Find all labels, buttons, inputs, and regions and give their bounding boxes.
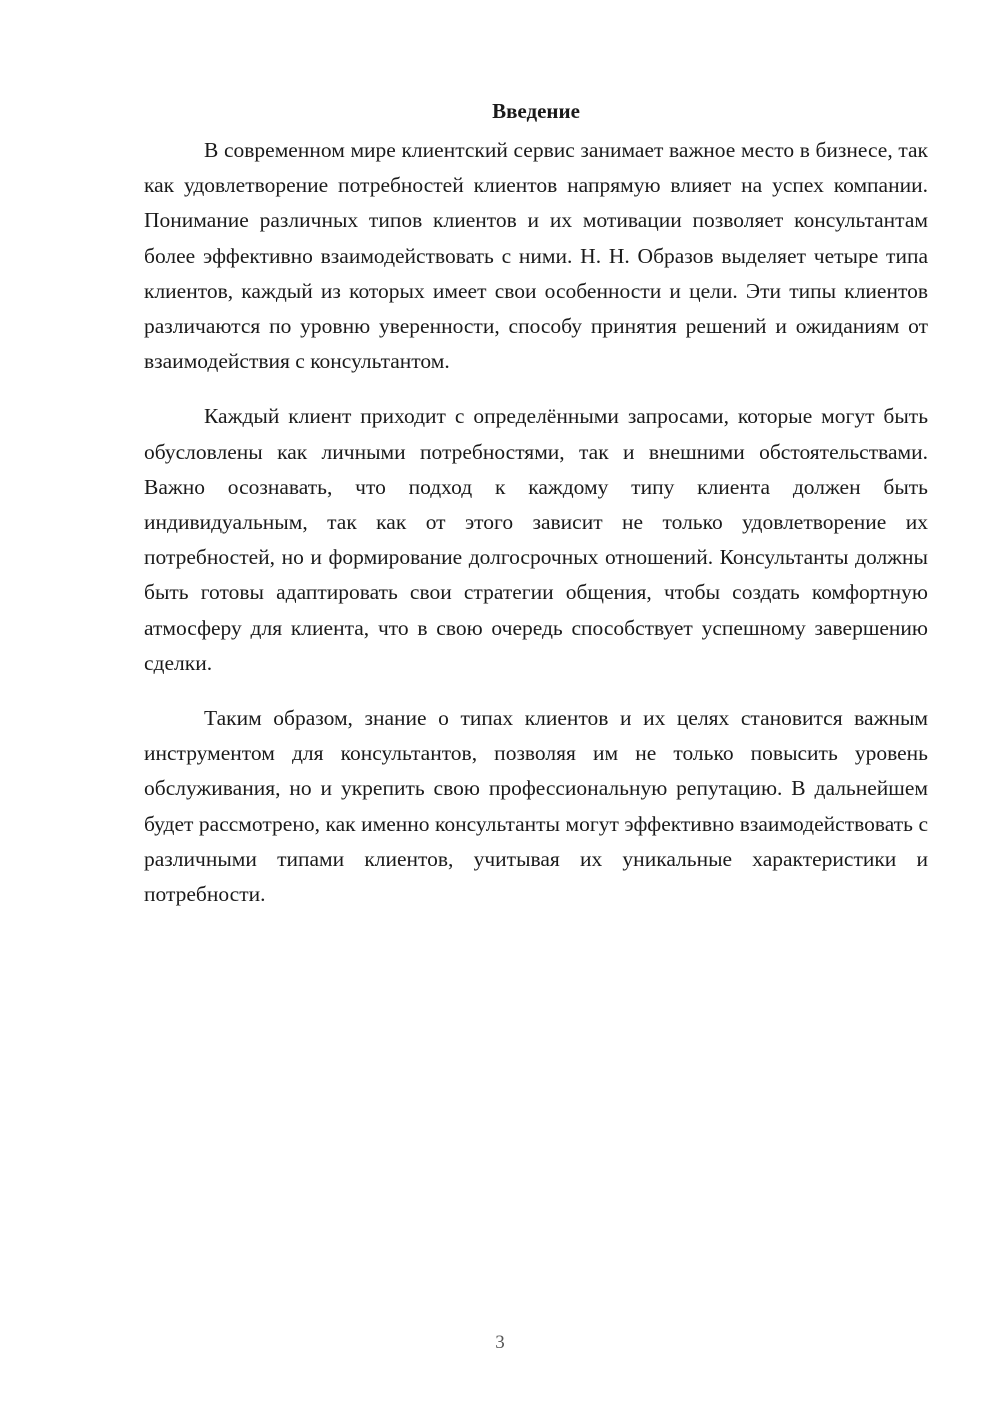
paragraph-2: Каждый клиент приходит с определёнными запросами, которые могут быть обусловлены как личными потребностями, так и внешними обстоятельствами. Важно осознавать, что подход к каждому типу клиента должен быть индивидуальным, так как от этого зависит не только удовлетворение их потребностей, но и формирование долгосрочных отношений. Консультанты должны быть готовы адаптировать свои стратегии общения, чтобы создать комфортную атмосферу для клиента, что в свою очередь способствует успешному завершению сделки.	[144, 404, 928, 675]
page-content	[144, 94, 928, 932]
paragraph-3: Таким образом, знание о типах клиентов и их целях становится важным инструментом для консультантов, позволяя им не только повысить уровень обслуживания, но и укрепить свою профессиональную репутацию. В дальнейшем будет рассмотрено, как именно консультанты могут эффективно взаимодействовать с различными типами клиентов, учитывая их уникальные характеристики и потребности.	[144, 706, 928, 907]
page-number: 3	[495, 1332, 505, 1353]
section-heading: Введение	[492, 99, 580, 123]
paragraph-1: В современном мире клиентский сервис занимает важное место в бизнесе, так как удовлетворение потребностей клиентов напрямую влияет на успех компании. Понимание различных типов клиентов и их мотивации позволяет консультантам более эффективно взаимодействовать с ними. Н. Н. Образов выделяет четыре типа клиентов, каждый из которых имеет свои особенности и цели. Эти типы клиентов различаются по уровню уверенности, способу принятия решений и ожиданиям от взаимодействия с консультантом.	[144, 138, 928, 374]
